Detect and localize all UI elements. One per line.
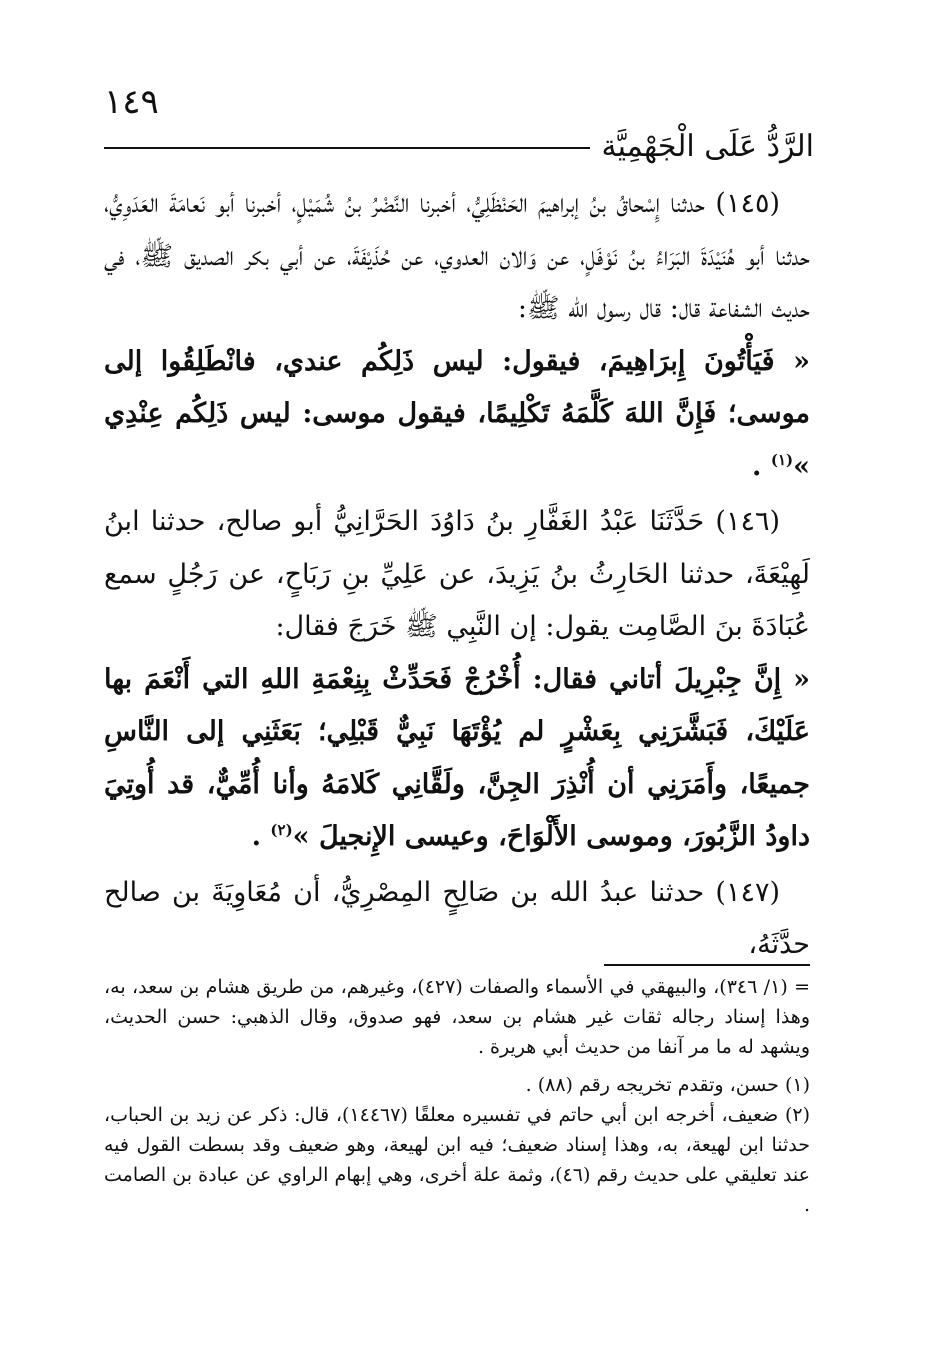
page-number: ١٤٩ xyxy=(104,82,159,122)
hadith-145-matn: « فَيَأْتُونَ إِبرَاهِيمَ، فيقول: ليس ذَلِكُم عندي، فانْطَلِقُوا إلى موسى؛ فَإِنَّ اللهَ كَلَّمَهُ تَكْلِيمًا، فيقول موسى: ليس ذَلِكُم عِنْدِي » xyxy=(104,345,810,482)
footnote-ref-1: (١) xyxy=(770,450,794,469)
footnote-1: (١) حسن، وتقدم تخريجه رقم (٨٨) . xyxy=(525,1074,810,1096)
footnote-2: (٢) ضعيف، أخرجه ابن أبي حاتم في تفسيره معلقًا (١٤٤٦٧)، قال: ذكر عن زيد بن الحباب، حدثنا ابن لهيعة، به، وهذا إسناد ضعيف؛ فيه ابن لهيعة، وهو ضعيف وقد بسطت القول فيه عند تعليقي على حديث رقم (٤٦)، وثمة علة أخرى، وهي إبهام الراوي عن عبادة بن الصامت . xyxy=(104,1104,811,1216)
header-rule xyxy=(104,147,590,149)
running-title: الرَّدُّ عَلَى الْجَهْمِيَّة xyxy=(601,128,814,164)
hadith-145-isnad: (١٤٥) حدثنا إِسْحاقُ بنُ إبراهيمَ الحَنْظَلِيُّ، أخبرنا النَّضْرُ بنُ شُمَيْلٍ، أخبرنا أبو نَعامَةَ العَدَوِيُّ، حدثنا أبو هُنَيْدَةَ البَرَاءُ بنُ نَوْفَلٍ، عن وَالان العدوي، عن حُذَيْفَةَ، عن أبي بكر الصديق ﷺ، في حديث الشفاعة قال: قال رسول الله ﷺ: xyxy=(104,188,810,324)
footnote-continuation: = (١/ ٣٤٦)، والبيهقي في الأسماء والصفات (٤٢٧)، وغيرهم، من طريق هشام بن سعد، به، وهذا إسناد رجاله ثقات غير هشام بن سعد، فهو صدوق، وقال الذهبي: حسن الحديث، ويشهد له ما مر آنفا من حديث أبي هريرة . xyxy=(104,976,811,1058)
hadith-145-text: « فَيَأْتُونَ إِبرَاهِيمَ، فيقول: ليس ذَلِكُم عندي، فانْطَلِقُوا إلى موسى؛ فَإِنَّ اللهَ كَلَّمَهُ تَكْلِيمًا، فيقول موسى: ليس ذَلِكُم عِنْدِي »$^{(١)}$ . xyxy=(104,345,810,482)
running-header xyxy=(104,124,814,168)
footnotes xyxy=(104,972,810,1220)
hadith-147-isnad: (١٤٧) حدثنا عبدُ الله بن صَالِحٍ المِصْرِيُّ، أن مُعَاوِيَةَ بن صالح حدَّثَهُ، xyxy=(104,876,810,960)
footnote-ref-2: (٢) xyxy=(270,821,293,839)
hadith-146-isnad: (١٤٦) حَدَّثَنَا عَبْدُ الغَفَّارِ بنُ دَاوُدَ الحَرَّانِيُّ أبو صالح، حدثنا ابنُ لَهِيْعَةَ، حدثنا الحَارِثُ بنُ يَزِيدَ، عن عَلِيِّ بنِ رَبَاحٍ، عن رَجُلٍ سمع عُبَادَةَ بنَ الصَّامِت يقول: إن النَّبِي ﷺ خَرَجَ فقال: xyxy=(104,506,810,642)
footnote-separator xyxy=(604,964,810,966)
hadith-146-matn: « إِنَّ جِبْرِيلَ أتاني فقال: أُخْرُجْ فَحَدِّثْ بِنِعْمَةِ اللهِ التي أَنْعَمَ بها عَلَيْكَ، فَبَشَّرَنِي بِعَشْرٍ لم يُؤْتَهَا نَبِيٌّ قَبْلِي؛ بَعَثَنِي إلى النَّاسِ جميعًا، وأَمَرَنِي أن أُنْذِرَ الجِنَّ، ولَقَّانِي كَلامَهُ وأنا أُمِّيٌّ، قد أُوتِيَ داودُ الزَّبُورَ، وموسى الأَلْوَاحَ، وعيسى الإِنجيلَ » xyxy=(104,663,810,852)
main-text xyxy=(104,178,810,972)
hadith-146-text: « إِنَّ جِبْرِيلَ أتاني فقال: أُخْرُجْ فَحَدِّثْ بِنِعْمَةِ اللهِ التي أَنْعَمَ بها عَلَيْكَ، فَبَشَّرَنِي بِعَشْرٍ لم يُؤْتَهَا نَبِيٌّ قَبْلِي؛ بَعَثَنِي إلى النَّاسِ جميعًا، وأَمَرَنِي أن أُنْذِرَ الجِنَّ، ولَقَّانِي كَلامَهُ وأنا أُمِّيٌّ، قد أُوتِيَ داودُ الزَّبُورَ، وموسى الأَلْوَاحَ، وعيسى الإِنجيلَ »$^{(٢)}$ . xyxy=(104,663,810,852)
